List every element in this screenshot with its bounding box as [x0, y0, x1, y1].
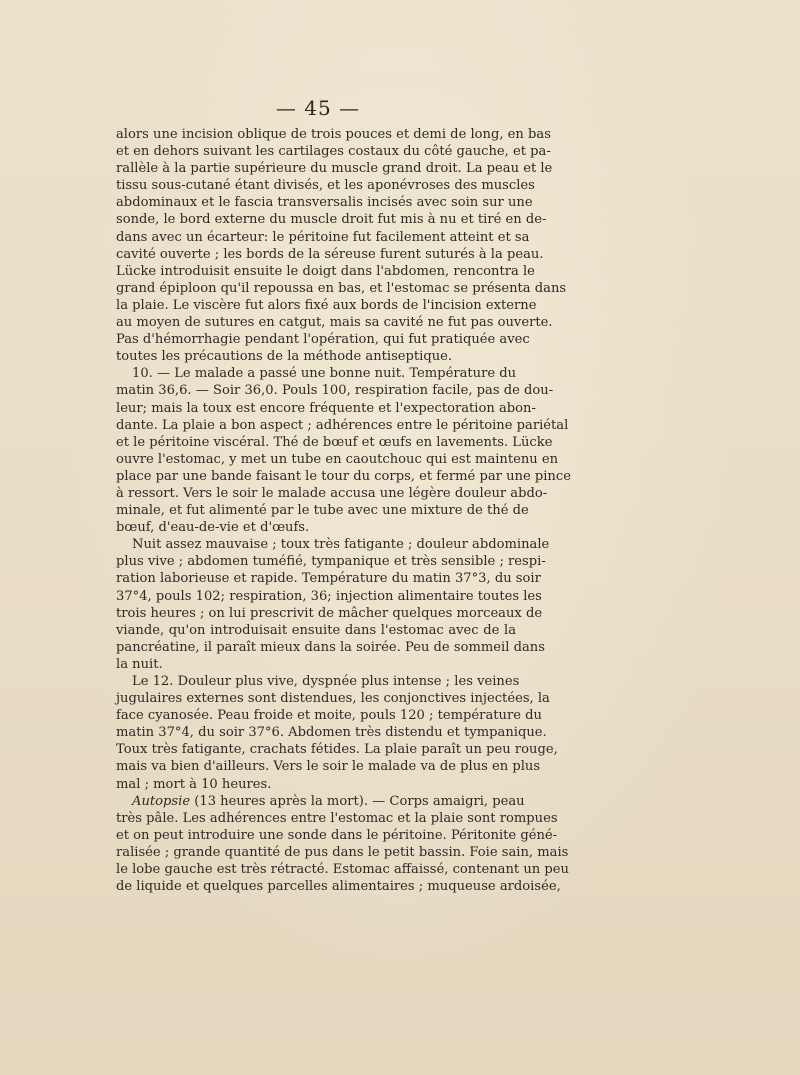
text-line: et en dehors suivant les cartilages costaux du côté gauche, et pa- [116, 144, 551, 160]
text-line: mal ; mort à 10 heures. [116, 776, 272, 792]
text-line: plus vive ; abdomen tuméfié, tympanique et très sensible ; respi- [116, 554, 546, 570]
text-line: tissu sous-cutané étant divisés, et les aponévroses des muscles [116, 178, 535, 194]
text-line: au moyen de sutures en catgut, mais sa cavité ne fut pas ouverte. [116, 315, 553, 331]
text-line: ouvre l'estomac, y met un tube en caoutchouc qui est maintenu en [116, 451, 559, 467]
text-line: pancréatine, il paraît mieux dans la soirée. Peu de sommeil dans [116, 639, 545, 655]
text-line: Pas d'hémorrhagie pendant l'opération, qui fut pratiquée avec [116, 332, 530, 348]
text-line: grand épiploon qu'il repoussa en bas, et l'estomac se présenta dans [116, 280, 567, 296]
text-line: rallèle à la partie supérieure du muscle grand droit. La peau et le [116, 161, 553, 177]
text-line: matin 36,6. — Soir 36,0. Pouls 100, respiration facile, pas de dou- [116, 383, 554, 399]
text-line: et on peut introduire une sonde dans le péritoine. Péritonite géné- [116, 827, 558, 843]
body-text [116, 126, 571, 895]
text-line: jugulaires externes sont distendues, les conjonctives injectées, la [116, 691, 550, 707]
text-line: le lobe gauche est très rétracté. Estomac affaissé, contenant un peu [116, 862, 569, 878]
italic-heading: Autopsie [132, 793, 191, 809]
text-line: 10. — Le malade a passé une bonne nuit. Température du [132, 366, 517, 382]
text-line: à ressort. Vers le soir le malade accusa une légère douleur abdo- [116, 485, 548, 501]
text-line: place par une bande faisant le tour du corps, et fermé par une pince [116, 468, 571, 484]
text-line: Toux très fatigante, crachats fétides. La plaie paraît un peu rouge, [116, 742, 558, 758]
text-line-content: (13 heures après la mort). — Corps amaigri, peau [194, 793, 525, 809]
text-line: très pâle. Les adhérences entre l'estomac et la plaie sont rompues [116, 810, 558, 826]
text-line: dans avec un écarteur: le péritoine fut facilement atteint et sa [116, 229, 530, 245]
text-line: Nuit assez mauvaise ; toux très fatigante ; douleur abdominale [132, 537, 550, 553]
text-line: ralisée ; grande quantité de pus dans le petit bassin. Foie sain, mais [116, 844, 569, 860]
text-line: 37°4, pouls 102; respiration, 36; injection alimentaire toutes les [116, 588, 542, 604]
text-line: et le péritoine viscéral. Thé de bœuf et œufs en lavements. Lücke [116, 434, 553, 450]
text-line: face cyanosée. Peau froide et moite, pouls 120 ; température du [116, 708, 542, 724]
text-line: sonde, le bord externe du muscle droit fut mis à nu et tiré en de- [116, 212, 547, 228]
text-line: Lücke introduisit ensuite le doigt dans l'abdomen, rencontra le [116, 263, 535, 279]
text-line: la plaie. Le viscère fut alors fixé aux bords de l'incision externe [116, 297, 537, 313]
text-line: de liquide et quelques parcelles alimentaires ; muqueuse ardoisée, [116, 879, 561, 895]
text-line: ration laborieuse et rapide. Température du matin 37°3, du soir [116, 571, 541, 587]
text-line: la nuit. [116, 656, 163, 672]
text-line: toutes les précautions de la méthode antiseptique. [116, 349, 453, 365]
text-line: cavité ouverte ; les bords de la séreuse furent suturés à la peau. [116, 246, 544, 262]
text-line: bœuf, d'eau-de-vie et d'œufs. [116, 520, 310, 536]
text-line: leur; mais la toux est encore fréquente et l'expectoration abon- [116, 400, 536, 416]
text-line: alors une incision oblique de trois pouces et demi de long, en bas [116, 127, 551, 142]
text-line: mais va bien d'ailleurs. Vers le soir le malade va de plus en plus [116, 759, 541, 775]
text-line: Le 12. Douleur plus vive, dyspnée plus intense ; les veines [132, 674, 520, 689]
text-line: dante. La plaie a bon aspect ; adhérences entre le péritoine pariétal [116, 417, 569, 433]
text-line: minale, et fut alimenté par le tube avec une mixture de thé de [116, 503, 529, 519]
text-line: matin 37°4, du soir 37°6. Abdomen très distendu et tympanique. [116, 725, 547, 741]
page-number: — 45 — [275, 96, 361, 120]
text-line: trois heures ; on lui prescrivit de mâcher quelques morceaux de [116, 605, 543, 621]
text-line [116, 793, 525, 810]
text-line: abdominaux et le fascia transversalis incisés avec soin sur une [116, 195, 533, 211]
text-line: viande, qu'on introduisait ensuite dans l'estomac avec de la [116, 622, 516, 638]
